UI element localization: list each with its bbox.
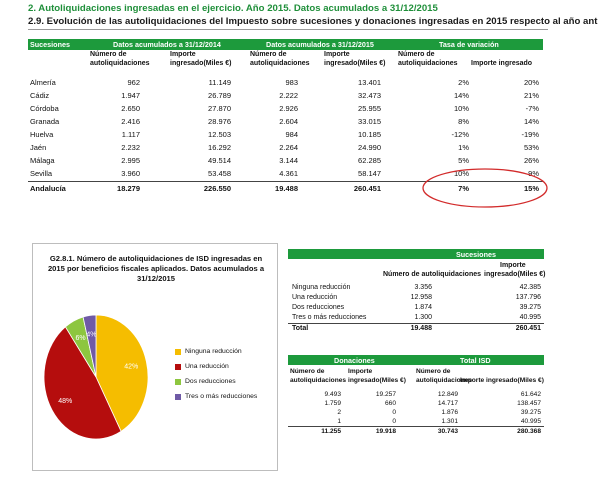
- cell-imp: 39.275: [519, 304, 541, 311]
- cell-vi: 21%: [523, 91, 539, 100]
- cell-name: Cádiz: [30, 91, 50, 100]
- legend-item: [185, 393, 257, 400]
- cell-name: Granada: [30, 117, 60, 126]
- cell-n14: 1.947: [121, 91, 140, 100]
- main-table-subheader: [28, 51, 543, 73]
- cell-vn: -12%: [451, 130, 469, 139]
- cell-dn: 1: [337, 418, 341, 425]
- cell-i15: 25.955: [358, 104, 381, 113]
- donaciones-row: [288, 390, 544, 399]
- sucesiones-col-num: Número de autoliquidaciones: [383, 271, 482, 278]
- cell-vn: 5%: [458, 156, 469, 165]
- cell-i14: 12.503: [208, 130, 231, 139]
- cell-name: Córdoba: [30, 104, 59, 113]
- don-col-imp-b: ingresado(Miles €): [348, 377, 406, 384]
- donaciones-header: [288, 355, 544, 365]
- pie-label-2: 48%: [58, 397, 73, 405]
- table-row: [28, 141, 543, 154]
- cell-dn: 9.493: [324, 391, 341, 398]
- cell-vi: 20%: [523, 78, 539, 87]
- cell-n15: 2.264: [279, 143, 298, 152]
- cell-vn: 8%: [458, 117, 469, 126]
- sucesiones-header: [288, 249, 544, 259]
- cell-name: Ninguna reducción: [292, 284, 351, 291]
- cell-vi: -7%: [525, 104, 539, 113]
- header-2015: Datos acumulados a 31/12/2015: [266, 40, 374, 49]
- cell-vn: 10%: [453, 104, 469, 113]
- cell-ti: 39.275: [520, 409, 541, 416]
- cell-n15: 19.488: [275, 184, 298, 193]
- cell-n15: 3.144: [279, 156, 298, 165]
- cell-vn: 7%: [458, 184, 469, 193]
- cell-i15: 13.401: [358, 78, 381, 87]
- cell-n14: 2.650: [121, 104, 140, 113]
- cell-dn: 2: [337, 409, 341, 416]
- legend-label: Una reducción: [185, 363, 229, 370]
- cell-i14: 28.976: [208, 117, 231, 126]
- don-col-num-b: autoliquidaciones: [290, 377, 347, 384]
- legend-label: Ninguna reducción: [185, 348, 242, 355]
- legend-item: [185, 363, 229, 370]
- cell-n15: 2.926: [279, 104, 298, 113]
- donaciones-row: [288, 408, 544, 417]
- subheader-num-2014: Número de autoliquidaciones: [90, 51, 150, 67]
- cell-ti: 40.995: [520, 418, 541, 425]
- cell-dn: 1.759: [324, 400, 341, 407]
- don-col-imp-a: Importe: [348, 368, 373, 375]
- cell-di: 660: [384, 400, 396, 407]
- cell-num: 12.958: [410, 294, 432, 301]
- legend-swatch: [175, 379, 181, 385]
- table-row: [28, 115, 543, 128]
- cell-name: Una reducción: [292, 294, 338, 301]
- cell-num: 1.300: [414, 314, 432, 321]
- header-variacion: Tasa de variación: [439, 40, 499, 49]
- sucesiones-subheader: [288, 260, 544, 282]
- cell-num: 1.874: [414, 304, 432, 311]
- legend-label: Tres o más reducciones: [185, 393, 258, 400]
- cell-n14: 3.960: [121, 169, 140, 178]
- cell-i14: 49.514: [208, 156, 231, 165]
- cell-n15: 2.222: [279, 91, 298, 100]
- main-table-header: [28, 39, 543, 50]
- sucesiones-total-row: [288, 323, 544, 334]
- legend-swatch: [175, 394, 181, 400]
- cell-vn: 2%: [458, 78, 469, 87]
- don-col-num-a: Número de: [290, 368, 325, 375]
- legend-item: [185, 378, 236, 385]
- table-title: 2.9. Evolución de las autoliquidaciones del Impuesto sobre sucesiones y donaciones ingresadas en 2015 respecto al año ant: [28, 16, 598, 27]
- sucesiones-row: [288, 293, 544, 303]
- cell-n15: 983: [285, 78, 298, 87]
- cell-vi: 9%: [528, 169, 539, 178]
- section-title: 2. Autoliquidaciones ingresadas en el ejercicio. Año 2015. Datos acumulados a 31/12/2015: [28, 3, 438, 14]
- cell-ti: 61.642: [520, 391, 541, 398]
- sucesiones-row: [288, 303, 544, 313]
- cell-name: Sevilla: [30, 169, 53, 178]
- highlight-ellipse: [420, 166, 550, 210]
- total-isd-title: Total ISD: [460, 356, 491, 365]
- cell-ti: 138.457: [517, 400, 541, 407]
- legend-label: Dos reducciones: [185, 378, 236, 385]
- cell-name: Dos reducciones: [292, 304, 345, 311]
- cell-n14: 2.232: [121, 143, 140, 152]
- cell-num: 3.356: [414, 284, 432, 291]
- sucesiones-col-imp-top: Importe: [500, 262, 526, 269]
- sucesiones-row: [288, 313, 544, 323]
- cell-name: Jaén: [30, 143, 47, 152]
- cell-name: Andalucía: [30, 184, 66, 193]
- cell-di: 19.918: [375, 428, 396, 435]
- cell-imp: 137.796: [515, 294, 541, 301]
- pie-label-1: 42%: [124, 363, 139, 371]
- table-row: [28, 89, 543, 102]
- legend-item: [185, 348, 242, 355]
- cell-num: 19.488: [410, 325, 432, 332]
- tot-col-num-a: Número de: [416, 368, 451, 375]
- chart-title: G2.8.1. Número de autoliquidaciones de ISD ingresadas en 2015 por beneficios fiscales aplicados. Datos acumulados a 31/12/2015: [47, 254, 265, 283]
- pie-label-4: 4%: [86, 331, 97, 339]
- sucesiones-row: [288, 283, 544, 293]
- cell-i15: 10.185: [358, 130, 381, 139]
- cell-i14: 53.458: [208, 169, 231, 178]
- cell-imp: 40.995: [519, 314, 541, 321]
- cell-tn: 1.876: [441, 409, 458, 416]
- pie-label-3: 6%: [75, 335, 86, 343]
- table-row: [28, 76, 543, 89]
- cell-n14: 962: [127, 78, 140, 87]
- cell-vn: 14%: [453, 91, 469, 100]
- cell-vn: 10%: [453, 169, 469, 178]
- cell-vn: 1%: [458, 143, 469, 152]
- cell-di: 0: [392, 418, 396, 425]
- cell-n14: 18.279: [117, 184, 140, 193]
- cell-tn: 12.849: [437, 391, 458, 398]
- cell-vi: 26%: [523, 156, 539, 165]
- cell-i14: 16.292: [208, 143, 231, 152]
- cell-di: 19.257: [375, 391, 396, 398]
- cell-name: Total: [292, 325, 309, 332]
- cell-i15: 62.285: [358, 156, 381, 165]
- donaciones-title: Donaciones: [334, 356, 375, 365]
- subheader-imp-2014: Importe ingresado(Miles €): [170, 51, 232, 67]
- cell-n15: 984: [285, 130, 298, 139]
- cell-i14: 11.149: [208, 78, 231, 87]
- legend-swatch: [175, 349, 181, 355]
- tot-col-num-b: autoliquidaciones: [416, 377, 473, 384]
- cell-di: 0: [392, 409, 396, 416]
- legend-swatch: [175, 364, 181, 370]
- cell-i15: 260.451: [353, 184, 381, 193]
- header-2014: Datos acumulados a 31/12/2014: [113, 40, 221, 49]
- pie-chart-panel: [32, 243, 278, 471]
- cell-tn: 14.717: [437, 400, 458, 407]
- cell-ti: 280.368: [517, 428, 541, 435]
- cell-n14: 2.995: [121, 156, 140, 165]
- cell-name: Almería: [30, 78, 56, 87]
- subheader-imp-var: Importe ingresado: [471, 60, 533, 67]
- donaciones-subheader: [288, 366, 544, 388]
- cell-n14: 1.117: [121, 130, 140, 139]
- cell-dn: 11.255: [321, 428, 341, 435]
- cell-vi: 53%: [523, 143, 539, 152]
- cell-n15: 4.361: [279, 169, 298, 178]
- cell-vi: -19%: [521, 130, 539, 139]
- cell-i14: 226.550: [203, 184, 231, 193]
- donaciones-total-row: [288, 426, 544, 436]
- sucesiones-title: Sucesiones: [456, 250, 496, 259]
- cell-name: Huelva: [30, 130, 54, 139]
- cell-i14: 27.870: [208, 104, 231, 113]
- cell-i15: 58.147: [358, 169, 381, 178]
- cell-tn: 30.743: [437, 428, 458, 435]
- subheader-num-var: Número de autoliquidaciones: [398, 51, 458, 67]
- cell-imp: 42.385: [519, 284, 541, 291]
- tot-col-imp: Importe ingresado(Miles €): [460, 377, 544, 384]
- cell-tn: 1.301: [441, 418, 458, 425]
- pie-chart: [41, 312, 151, 442]
- cell-vi: 14%: [523, 117, 539, 126]
- cell-name: Málaga: [30, 156, 55, 165]
- cell-n14: 2.416: [121, 117, 140, 126]
- subheader-imp-2015: Importe ingresado(Miles €): [324, 51, 386, 67]
- donaciones-row: [288, 399, 544, 408]
- subheader-num-2015: Número de autoliquidaciones: [250, 51, 310, 67]
- cell-i15: 32.473: [358, 91, 381, 100]
- cell-vi: 15%: [523, 184, 539, 193]
- divider: [28, 29, 548, 30]
- cell-i15: 24.990: [358, 143, 381, 152]
- cell-i14: 26.789: [208, 91, 231, 100]
- cell-imp: 260.451: [515, 325, 541, 332]
- table-row: [28, 102, 543, 115]
- donaciones-row: [288, 417, 544, 426]
- cell-name: Tres o más reducciones: [292, 314, 367, 321]
- sucesiones-col-imp: ingresado(Miles €): [484, 271, 546, 278]
- cell-i15: 33.015: [358, 117, 381, 126]
- header-sucesiones: Sucesiones: [30, 40, 70, 49]
- cell-n15: 2.604: [279, 117, 298, 126]
- table-row: [28, 128, 543, 141]
